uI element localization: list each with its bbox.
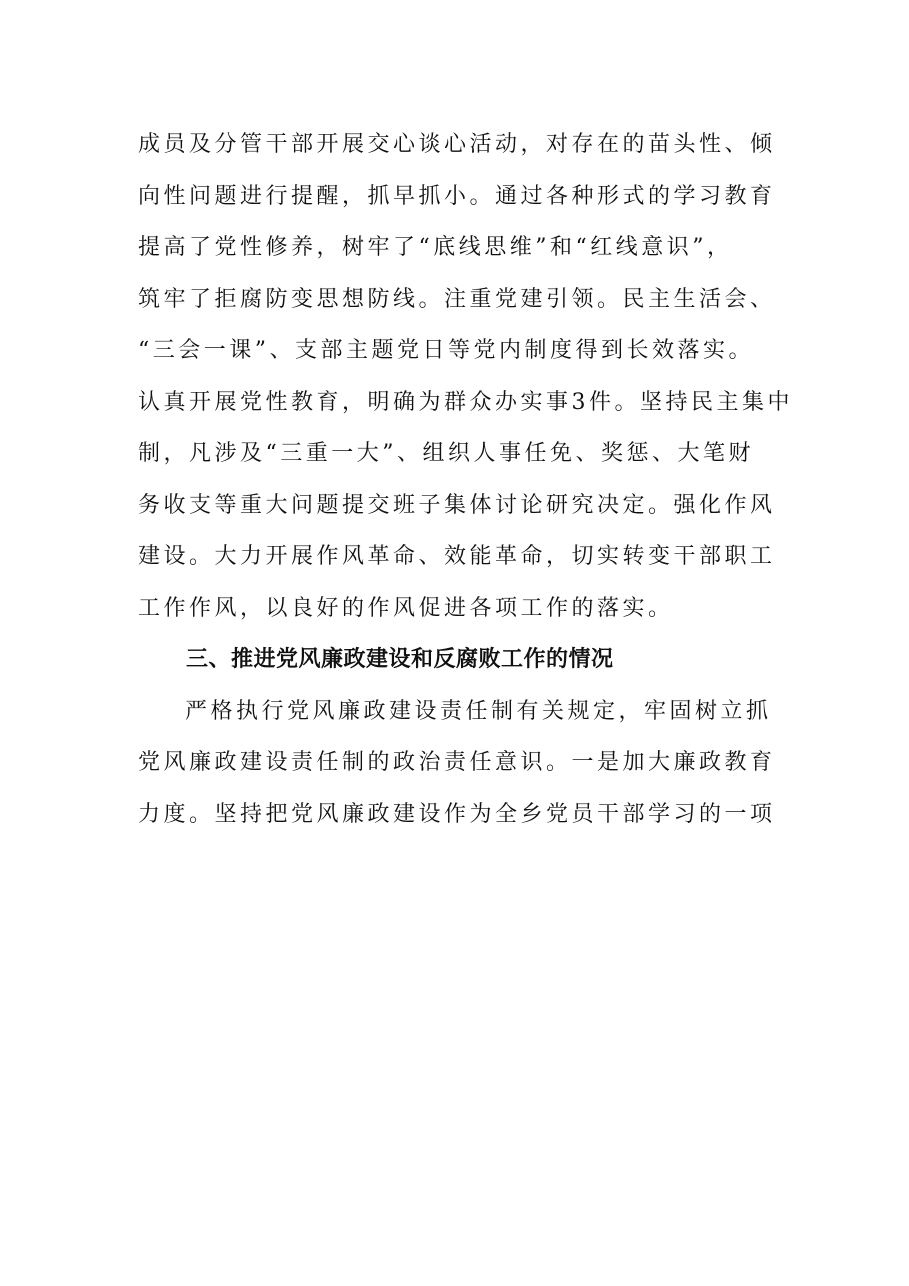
paragraph-line: 认真开展党性教育，明确为群众办实事3件。坚持民主集中	[138, 389, 793, 415]
document-body	[138, 119, 793, 840]
paragraph-line: “三会一课”、支部主题党日等党内制度得到长效落实。	[138, 338, 754, 363]
paragraph-line: 筑牢了拒腐防变思想防线。注重党建引领。民主生活会、	[138, 286, 776, 312]
paragraph-line: 建设。大力开展作风革命、效能革命，切实转变干部职工	[138, 544, 776, 569]
paragraph-line: 成员及分管干部开展交心谈心活动，对存在的苗头性、倾	[138, 132, 776, 157]
paragraph-line: 力度。坚持把党风廉政建设作为全乡党员干部学习的一项	[138, 801, 776, 827]
paragraph-line: 制，凡涉及“三重一大”、组织人事任免、奖惩、大笔财	[138, 441, 754, 466]
paragraph-line: 工作作风，以良好的作风促进各项工作的落实。	[138, 595, 674, 621]
section-heading: 三、推进党风廉政建设和反腐败工作的情况	[186, 647, 614, 672]
section-heading-row	[138, 634, 778, 686]
paragraph-line: 严格执行党风廉政建设责任制有关规定，牢固树立抓	[185, 698, 772, 724]
paragraph-line: 党风廉政建设责任制的政治责任意识。一是加大廉政教育	[138, 750, 776, 775]
paragraph-line: 向性问题进行提醒，抓早抓小。通过各种形式的学习教育	[138, 183, 776, 209]
paragraph-line: 务收支等重大问题提交班子集体讨论研究决定。强化作风	[138, 492, 776, 518]
paragraph-line: 提高了党性修养，树牢了“底线思维”和“红线意识”，	[138, 235, 733, 260]
